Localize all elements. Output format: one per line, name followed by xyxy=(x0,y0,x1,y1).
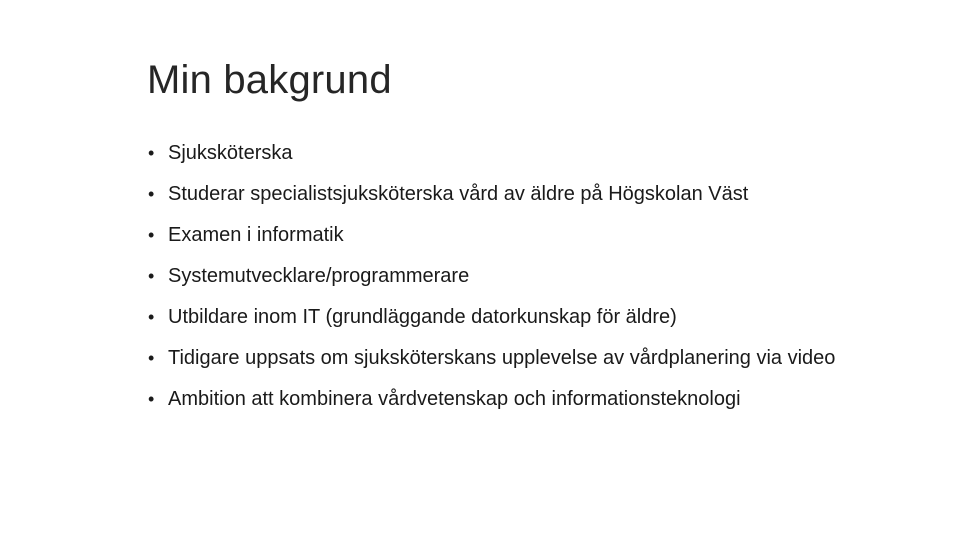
bullet-dot-icon: • xyxy=(148,389,155,409)
bullet-text: Utbildare inom IT (grundläggande datorkunskap för äldre) xyxy=(168,306,677,328)
bullet-item xyxy=(146,181,876,207)
bullet-dot-icon: • xyxy=(148,266,155,286)
bullet-dot-icon: • xyxy=(148,225,155,245)
bullet-dot-icon: • xyxy=(148,348,155,368)
bullet-text: Tidigare uppsats om sjuksköterskans upplevelse av vårdplanering via video xyxy=(168,347,836,369)
bullet-dot-icon: • xyxy=(148,184,155,204)
bullet-dot-icon: • xyxy=(148,307,155,327)
bullet-dot-icon: • xyxy=(148,143,155,163)
bullet-text: Sjuksköterska xyxy=(168,142,293,164)
bullet-item xyxy=(146,140,876,166)
bullet-item xyxy=(146,345,876,371)
bullet-text: Examen i informatik xyxy=(168,224,344,246)
bullet-item xyxy=(146,386,876,412)
bullet-item xyxy=(146,304,876,330)
bullet-list xyxy=(146,140,876,427)
bullet-item xyxy=(146,222,876,248)
bullet-text: Studerar specialistsjuksköterska vård av äldre på Högskolan Väst xyxy=(168,183,749,205)
bullet-text: Systemutvecklare/programmerare xyxy=(168,265,470,287)
slide-title: Min bakgrund xyxy=(147,58,392,102)
bullet-text: Ambition att kombinera vårdvetenskap och informationsteknologi xyxy=(168,388,741,410)
bullet-item xyxy=(146,263,876,289)
